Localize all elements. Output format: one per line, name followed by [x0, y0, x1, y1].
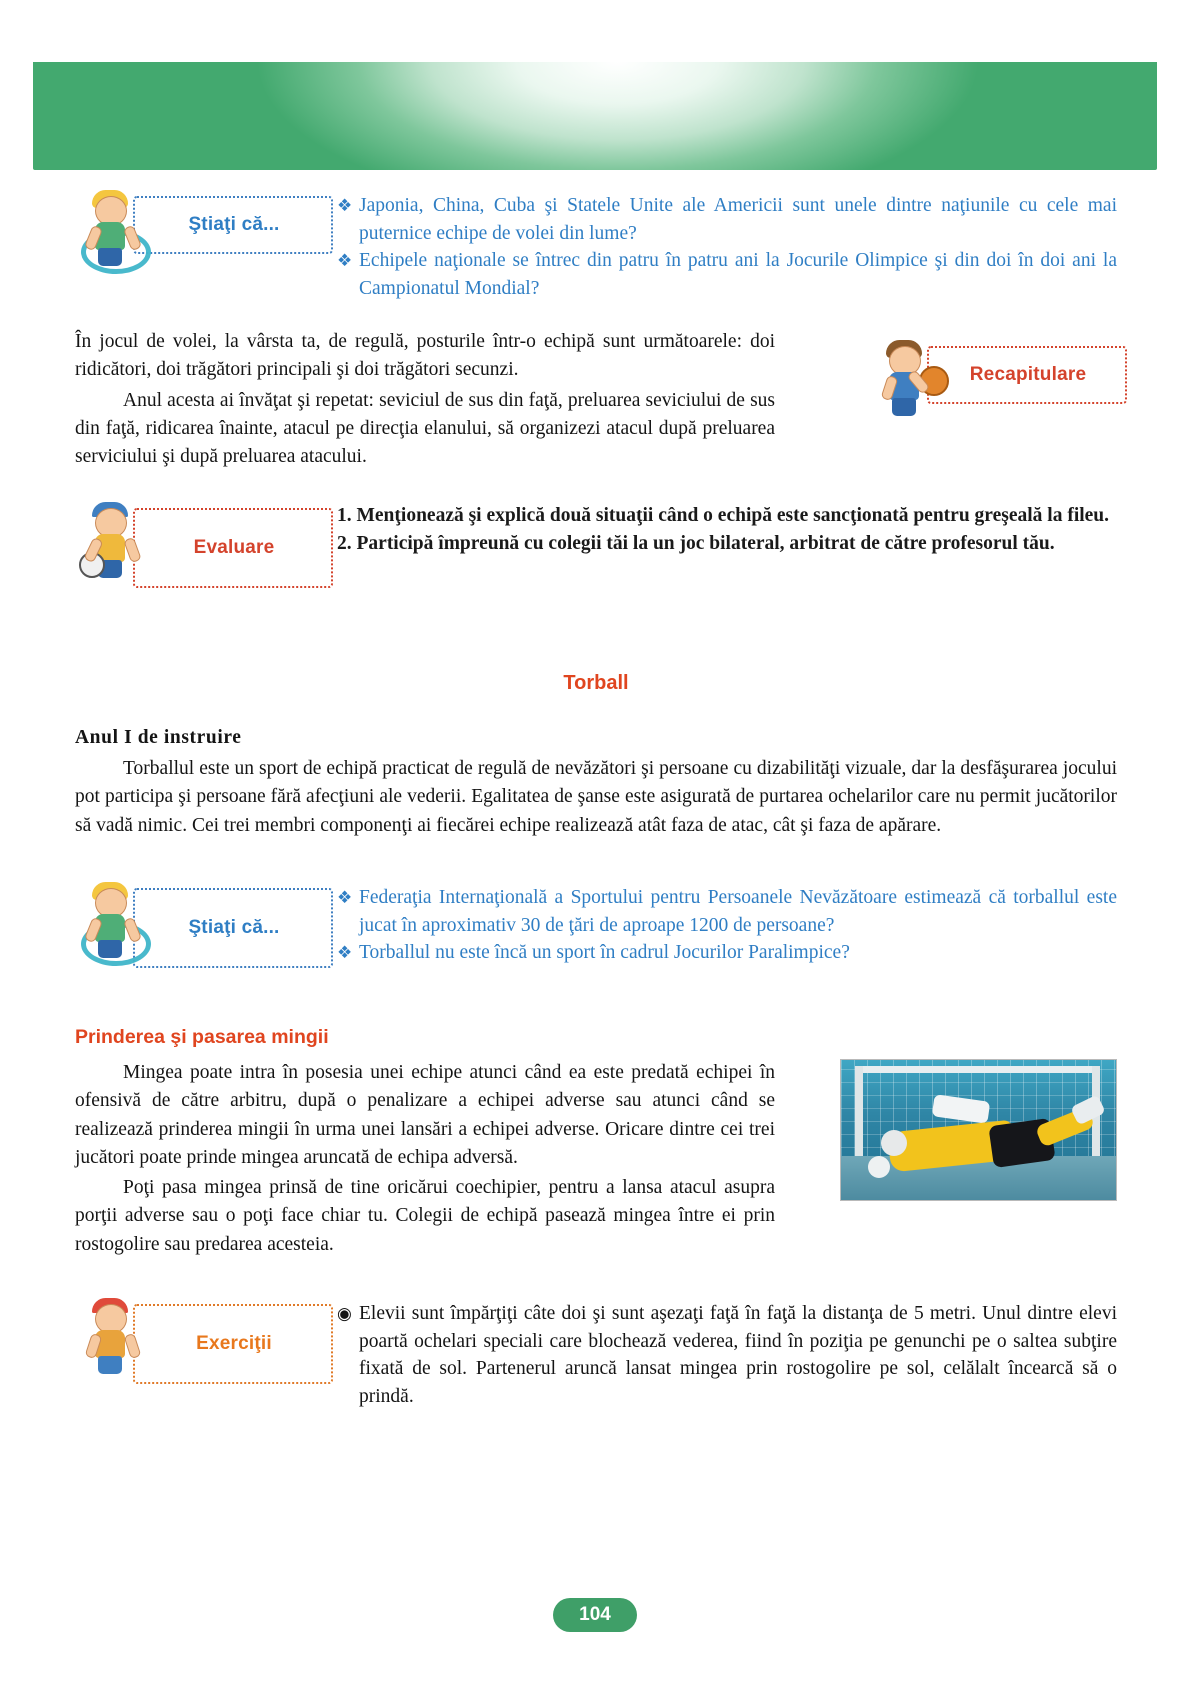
callout-evaluare — [75, 500, 1117, 596]
list-item-text: Echipele naţionale se întrec din patru în patru ani la Jocurile Olimpice şi din doi în doi ani la Campionatul Mondial? — [359, 250, 1117, 300]
badge-did-you-know-1 — [75, 188, 337, 262]
badge-recapitulare — [869, 338, 1131, 412]
torball-paragraph: Torballul este un sport de echipă practicat de regulă de nevăzători şi persoane cu dizabilităţi vizuale, dar la desfăşurarea jocului pot participa şi persoane fără afecţiuni ale vederii. Egalitatea de şanse este asigurată de purtarea ochelarilor care nu permit jucătorilor să vadă nimic. Cei trei membri componenţi ai fiecărei echipe realizează atât faza de atac, cât şi faza de apărare. — [75, 758, 1117, 836]
catching-paragraph-2: Poţi pasa mingea prinsă de tine oricărui coechipier, pentru a lansa atacul asupra porţii adverse sau o poţi face chiar tu. Colegii de echipă pasează mingea între ei prin rostogolire sau predarea acesteia. — [75, 1177, 775, 1255]
torball-goalkeeper-photo — [840, 1059, 1117, 1201]
diamond-bullet-icon: ❖ — [337, 251, 353, 271]
circle-bullet-icon: ◉ — [337, 1304, 352, 1323]
callout-exercitii — [75, 1296, 1117, 1411]
badge-label: Exerciţii — [196, 1333, 272, 1354]
callout-did-you-know-2 — [75, 880, 1117, 976]
page-title: Torball — [563, 672, 629, 694]
callout-list — [337, 880, 1117, 967]
page-header-banner — [33, 62, 1157, 170]
badge-label: Recapitulare — [969, 364, 1087, 385]
diamond-bullet-icon: ❖ — [337, 943, 353, 963]
badge-label: Ştiaţi că... — [188, 214, 280, 235]
evaluation-item: 1. Menţionează şi explică două situaţii când o echipă este sancţionată pentru greşeală la fileu. — [337, 505, 1110, 526]
recap-paragraph-2-text: Anul acesta ai învăţat şi repetat: seviciul de sus din faţă, preluarea seviciului de sus din faţă, ridicarea înainte, atacul pe direcţia elanului, să organizezi atacul după preluarea serviciului şi după preluarea atacului. — [75, 389, 775, 468]
catching-section — [75, 1026, 1117, 1259]
evaluation-items — [337, 500, 1117, 559]
callout-did-you-know-1 — [75, 188, 1117, 303]
torball-subtitle: Anul I de instruire — [75, 727, 242, 748]
badge-label: Ştiaţi că... — [188, 917, 280, 938]
list-item-text: Japonia, China, Cuba şi Statele Unite ale Americii sunt unele dintre naţiunile cu cele mai puternice echipe de volei din lume? — [359, 195, 1117, 244]
recap-section — [75, 328, 1117, 471]
exercises-body — [337, 1296, 1117, 1411]
catching-heading: Prinderea şi pasarea mingii — [75, 1026, 329, 1048]
list-item — [337, 247, 1117, 302]
list-item — [337, 939, 1117, 967]
recap-paragraph-1: În jocul de volei, la vârsta ta, de regulă, posturile într-o echipă sunt următoarele: doi ridicători, doi trăgători principali şi doi trăgători secunzi. — [75, 331, 775, 381]
badge-evaluare — [75, 500, 337, 596]
girl-with-hoop-icon — [75, 878, 153, 962]
exercises-text: Elevii sunt împărţiţi câte doi şi sunt aşezaţi faţă în faţă la distanţa de 5 metri. Unul dintre elevi poartă ochelari speciali care blochează vederea, fiind în poziţia pe genunchi pe o saltea subţire fixată de sol. Partenerul aruncă lansat mingea prin rostogolire pe sol, celălalt încearcă să o prindă. — [359, 1303, 1117, 1408]
boy-standing-icon — [75, 1294, 153, 1378]
evaluation-item: 2. Participă împreună cu colegii tăi la un joc bilateral, arbitrat de către profesorul tău. — [337, 533, 1055, 555]
list-item-text: Federaţia Internaţională a Sportului pentru Persoanele Nevăzătoare estimează că torballul este jucat în aproximativ 30 de ţări de aproape 1200 de persoane? — [359, 887, 1117, 936]
callout-list — [337, 188, 1117, 303]
badge-exercitii — [75, 1296, 337, 1392]
girl-with-hoop-icon — [75, 186, 153, 270]
list-item — [337, 884, 1117, 939]
catching-paragraph-1: Mingea poate intra în posesia unei echipe atunci când ea este predată echipei în ofensivă de către arbitru, după o penalizare a echipei adverse sau atunci când se realizează prinderea mingii în urma unei lansări a echipei adverse. Oricare dintre cei trei jucători poate prinde mingea aruncată de echipa adversă. — [75, 1062, 775, 1168]
boy-with-basketball-icon — [869, 336, 947, 420]
list-item-text: Torballul nu este încă un sport în cadrul Jocurilor Paralimpice? — [359, 942, 850, 964]
recap-paragraph-2-start — [75, 387, 775, 472]
torball-section — [75, 672, 1117, 840]
badge-did-you-know-2 — [75, 880, 337, 976]
list-item — [337, 192, 1117, 247]
badge-label: Evaluare — [193, 537, 275, 558]
page-number: 104 — [553, 1598, 637, 1632]
diamond-bullet-icon: ❖ — [337, 888, 353, 907]
diamond-bullet-icon: ❖ — [337, 196, 353, 215]
boy-with-ball-icon — [75, 498, 153, 582]
list-item — [337, 1300, 1117, 1411]
